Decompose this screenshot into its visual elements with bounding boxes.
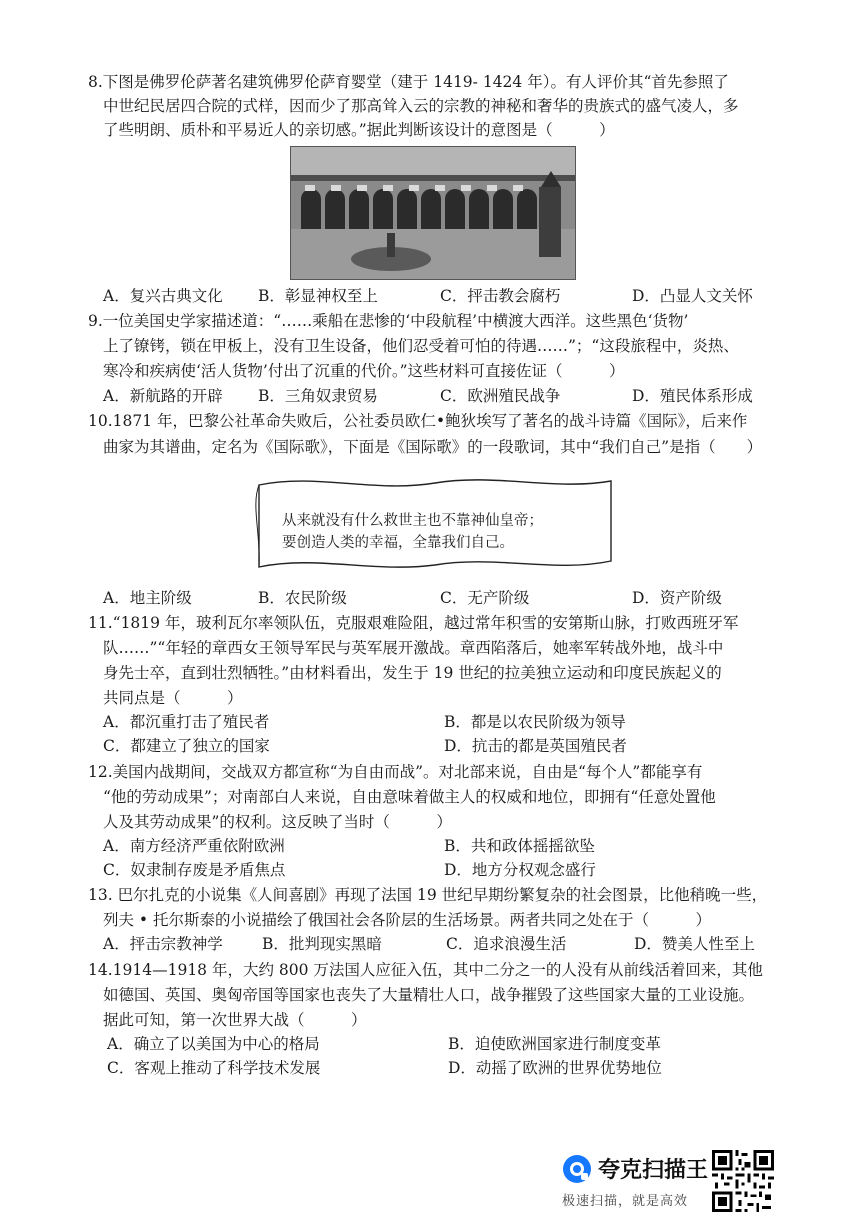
q12-stem-line: “他的劳动成果”；对南部白人来说，自由意味着做主人的权威和地位，即拥有“任意处置他 [103,788,716,806]
q8-stem-line: 8.下图是佛罗伦萨著名建筑佛罗伦萨育婴堂（建于 1419- 1424 年）。有人评价其“首先参照了 [88,73,729,91]
q13-option-d: D．赞美人性至上 [634,935,755,953]
q13-stem-line: 13. 巴尔扎克的小说集《人间喜剧》再现了法国 19 世纪早期纷繁复杂的社会图景，比他稍晚一些， [88,886,768,904]
q13-option-a: A．抨击宗教神学 [103,935,223,953]
q14-stem-line: 据此可知，第一次世界大战（ ） [103,1011,367,1029]
q13-option-b: B．批判现实黑暗 [262,935,382,953]
scanner-brand-name: 夸克扫描王 [598,1158,709,1183]
q14-option-b: B．迫使欧洲国家进行制度变革 [448,1035,661,1053]
q8-option-d: D．凸显人文关怀 [632,287,753,305]
scanner-logo-icon [562,1154,592,1184]
q11-option-b: B．都是以农民阶级为领导 [444,713,626,731]
q8-option-b: B．彰显神权至上 [258,287,378,305]
q9-option-a: A．新航路的开辟 [103,387,223,405]
q8-option-a: A．复兴古典文化 [103,287,223,305]
q10-stem-line: 10.1871 年，巴黎公社革命失败后，公社委员欧仁•鲍狄埃写了著名的战斗诗篇《国际》，后来作 [88,412,748,430]
q10-option-b: B．农民阶级 [258,589,347,607]
q11-stem-line: 11.“1819 年，玻利瓦尔率领队伍，克服艰难险阻，越过常年积雪的安第斯山脉，打败西班牙军 [88,614,739,632]
foundling-hospital-photo [290,146,576,280]
q12-option-a: A．南方经济严重依附欧洲 [103,837,285,855]
q14-option-d: D．动摇了欧洲的世界优势地位 [448,1059,662,1077]
q13-option-c: C．追求浪漫生活 [446,935,567,953]
q9-stem-line: 上了镣铐，锁在甲板上，没有卫生设备，他们忍受着可怕的待遇……”；“这段旅程中，炎热、 [103,337,739,355]
q11-option-a: A．都沉重打击了殖民者 [103,713,270,731]
q12-stem-line: 人及其劳动成果”的权利。这反映了当时（ ） [103,813,452,831]
q8-option-c: C．抨击教会腐朽 [440,287,561,305]
q14-option-c: C．客观上推动了科学技术发展 [107,1059,321,1077]
scanner-slogan: 极速扫描，就是高效 [562,1194,689,1209]
q10-stem-line: 曲家为其谱曲，定名为《国际歌》，下面是《国际歌》的一段歌词，其中“我们自己”是指（ ） [103,438,763,456]
q8-stem-line: 了些明朗、质朴和平易近人的亲切感。”据此判断该设计的意图是（ ） [103,121,615,139]
qr-code-icon [712,1150,774,1212]
lyrics-line: 要创造人类的幸福，全靠我们自己。 [282,535,514,551]
q11-stem-line: 队……”“年轻的章西女王领导军民与英军展开激战。章西陷落后，她率军转战外地，战斗中 [103,639,724,657]
q11-option-c: C．都建立了独立的国家 [103,737,270,755]
q11-stem-line: 身先士卒，直到壮烈牺牲。”由材料看出，发生于 19 世纪的拉美独立运动和印度民族起义的 [103,664,722,682]
lyrics-line: 从来就没有什么救世主也不靠神仙皇帝； [282,513,543,529]
q13-stem-line: 列夫 • 托尔斯泰的小说描绘了俄国社会各阶层的生活场景。两者共同之处在于（ ） [103,911,711,929]
q8-stem-line: 中世纪民居四合院的式样，因而少了那高耸入云的宗教的神秘和奢华的贵族式的盛气凌人，多 [103,97,739,115]
q9-stem-line: 9.一位美国史学家描述道：“……乘船在悲惨的‘中段航程’中横渡大西洋。这些黑色‘货物’ [88,312,689,330]
q9-option-b: B．三角奴隶贸易 [258,387,378,405]
q12-option-d: D．地方分权观念盛行 [444,861,596,879]
q12-stem-line: 12.美国内战期间，交战双方都宣称“为自由而战”。对北部来说，自由是“每个人”都能享有 [88,763,703,781]
q9-stem-line: 寒冷和疾病使‘活人货物’付出了沉重的代价。”这些材料可直接佐证（ ） [103,362,625,380]
q11-option-d: D．抗击的都是英国殖民者 [444,737,627,755]
q14-stem-line: 14.1914—1918 年，大约 800 万法国人应征入伍，其中二分之一的人没有从前线活着回来，其他 [88,961,763,979]
q10-option-c: C．无产阶级 [440,589,530,607]
q9-option-d: D．殖民体系形成 [632,387,753,405]
q10-option-d: D．资产阶级 [632,589,722,607]
q9-option-c: C．欧洲殖民战争 [440,387,561,405]
q12-option-c: C．奴隶制存废是矛盾焦点 [103,861,286,879]
q11-stem-line: 共同点是（ ） [103,689,243,707]
q10-option-a: A．地主阶级 [103,589,192,607]
q14-stem-line: 如德国、英国、奥匈帝国等国家也丧失了大量精壮人口，战争摧毁了这些国家大量的工业设施。 [103,986,755,1004]
q14-option-a: A．确立了以美国为中心的格局 [107,1035,320,1053]
q12-option-b: B．共和政体摇摇欲坠 [444,837,595,855]
